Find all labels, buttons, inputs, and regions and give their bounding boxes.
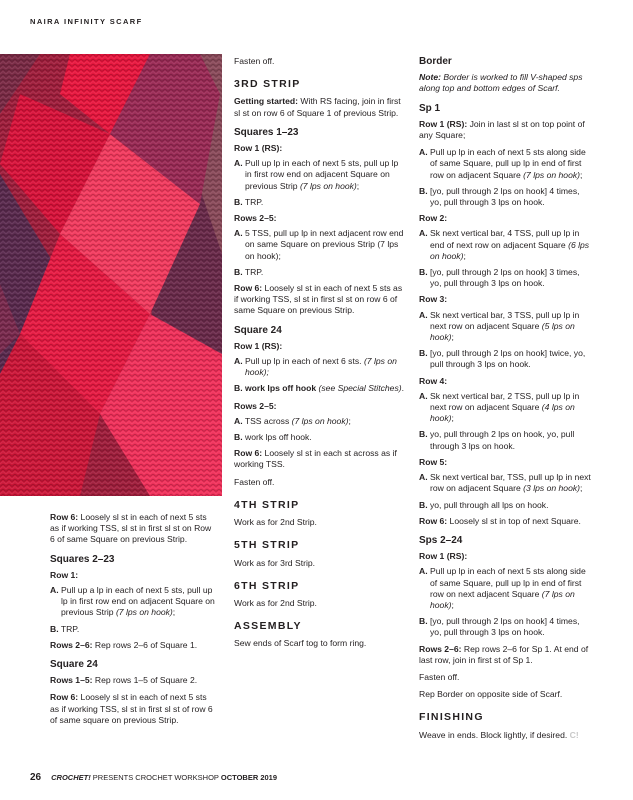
paragraph: Fasten off.	[234, 476, 275, 487]
step-item: A. Sk next vertical bar, 4 TSS, pull up lp in end of next row on adjacent Square (6 lps on hook);	[419, 228, 590, 261]
row-heading: Row 3:	[419, 294, 448, 305]
note: Note: Border is worked to fill V-shaped sps along top and bottom edges of Scarf.	[419, 72, 583, 94]
row-heading: Row 4:	[419, 375, 448, 386]
step-item: A. Pull up a lp in each of next 5 sts, pull up lp in first row end on adjacent Square on previous Strip (7 lps on hook);	[50, 585, 215, 618]
step-item: B. [yo, pull through 2 lps on hook] 4 times, yo, pull through 3 lps on hook.	[419, 185, 580, 208]
paragraph: Rows 2–6: Rep rows 2–6 of Square 1.	[50, 639, 198, 650]
paragraph: Row 6: Loosely sl st in each of next 5 sts as if working TSS, sl st in first sl st on row 6 of same Square on previous Strip.	[234, 283, 403, 316]
magazine-name: CROCHET!	[51, 773, 91, 782]
paragraph: Rows 2–6: Rep rows 2–6 for Sp 1. At end of last row, join in first st of Sp 1.	[419, 643, 589, 665]
paragraph: B. work lps off hook (see Special Stitches).	[234, 383, 405, 394]
paragraph: Work as for 2nd Strip.	[234, 597, 317, 608]
step-item: B. yo, pull through all lps on hook.	[419, 499, 549, 510]
subheading: Border	[419, 56, 452, 67]
column-left	[50, 512, 218, 732]
scarf-image-icon	[0, 54, 222, 496]
paragraph: Row 6: Loosely sl st in each of next 5 sts as if working TSS, sl st in first sl st of row 6 of same square on previous Strip.	[50, 692, 213, 725]
row-heading: Row 2:	[419, 213, 448, 224]
page-header-title: NAIRA INFINITY SCARF	[30, 17, 143, 26]
paragraph: Weave in ends. Block lightly, if desired. C!	[419, 729, 579, 740]
section-heading: 4TH STRIP	[234, 498, 300, 511]
step-item: A. Pull up lp in each of next 5 sts along side of same Square, pull up lp in end of first row on next adjacent Square (7 lps on hook);	[419, 566, 586, 610]
step-item: B. TRP.	[234, 266, 264, 277]
step-item: B. yo, pull through 2 lps on hook, yo, pull through 3 lps on hook.	[419, 429, 575, 451]
row-heading: Row 5:	[419, 456, 448, 467]
row-heading: Row 1 (RS):	[234, 340, 283, 351]
step-item: A. TSS across (7 lps on hook);	[234, 415, 351, 426]
column-middle	[234, 56, 404, 656]
section-heading: 6TH STRIP	[234, 579, 300, 592]
step-item: B. TRP.	[234, 196, 264, 207]
row-heading: Row 1 (RS):	[419, 551, 468, 562]
subheading: Sp 1	[419, 102, 441, 114]
issue-date: OCTOBER 2019	[220, 773, 278, 782]
row-heading: Row 1:	[50, 569, 79, 580]
page-number: 26	[30, 772, 42, 783]
section-heading: FINISHING	[419, 711, 484, 724]
subheading: Squares 1–23	[234, 126, 299, 138]
step-item: A. Sk next vertical bar, 2 TSS, pull up lp in next row on adjacent Square (4 lps on hook);	[419, 390, 580, 424]
subheading: Square 24	[234, 324, 282, 336]
step-item: A. Sk next vertical bar, TSS, pull up lp in next row on adjacent Square (3 lps on hook);	[419, 472, 591, 494]
step-item: A. Pull up lp in each of next 5 sts along side of same Square, pull up lp in end of first row on adjacent Square (7 lps on hook);	[419, 147, 586, 180]
row-heading: Rows 2–5:	[234, 213, 277, 224]
end-mark-icon: C!	[569, 729, 579, 740]
paragraph: Work as for 2nd Strip.	[234, 517, 317, 528]
column-right	[419, 56, 591, 747]
step-item: A. Sk next vertical bar, 3 TSS, pull up lp in next row on adjacent Square (5 lps on hook);	[419, 309, 580, 343]
footer-text: PRESENTS CROCHET WORKSHOP	[90, 773, 221, 782]
paragraph: Row 1 (RS): Join in last sl st on top point of any Square;	[419, 118, 585, 141]
step-item: A. Pull up lp in each of next 6 sts. (7 lps on hook);	[234, 356, 397, 378]
page-footer	[30, 772, 277, 783]
section-heading: 5TH STRIP	[234, 539, 300, 552]
paragraph: Rep Border on opposite side of Scarf.	[419, 689, 563, 700]
subheading: Squares 2–23	[50, 553, 115, 565]
row-heading: Rows 2–5:	[234, 400, 277, 411]
subheading: Sps 2–24	[419, 534, 463, 546]
step-item: B. [yo, pull through 2 lps on hook] twice, yo, pull through 3 lps on hook.	[419, 348, 586, 370]
paragraph	[50, 512, 218, 546]
paragraph: Getting started: With RS facing, join in first sl st on row 6 of Square 1 of previous Strip.	[234, 96, 401, 118]
paragraph: Rows 1–5: Rep rows 1–5 of Square 2.	[50, 675, 198, 686]
step-item: B. work lps off hook.	[234, 432, 312, 443]
paragraph: Sew ends of Scarf tog to form ring.	[234, 638, 367, 649]
subheading: Square 24	[50, 659, 98, 671]
step-item: B. [yo, pull through 2 lps on hook] 4 times, yo, pull through 3 lps on hook.	[419, 616, 580, 638]
paragraph: Fasten off.	[234, 56, 275, 66]
step-item: B. TRP.	[50, 623, 80, 634]
paragraph: Work as for 3rd Strip.	[234, 557, 316, 568]
row-text: Loosely sl st in each of next 5 sts as if working TSS, sl st in first sl st on Row 6 of same Square on previous Strip.	[50, 512, 212, 545]
section-heading: 3RD STRIP	[234, 78, 301, 91]
section-heading: ASSEMBLY	[234, 620, 302, 633]
row-label: Row 6:	[50, 512, 79, 522]
paragraph: Fasten off.	[419, 671, 460, 682]
knit-scarf-photo	[0, 54, 222, 496]
step-item: A. Pull up lp in each of next 5 sts, pull up lp in first row end on adjacent Square on previous Strip (7 lps on hook);	[234, 158, 399, 191]
row-heading: Row 1 (RS):	[234, 143, 283, 154]
paragraph: Row 6: Loosely sl st in each st across as if working TSS.	[234, 448, 397, 470]
paragraph: Row 6: Loosely sl st in top of next Square.	[419, 515, 581, 526]
step-item: A. 5 TSS, pull up lp in next adjacent row end on same Square on previous Strip (7 lps on hook);	[234, 228, 404, 261]
step-item: B. [yo, pull through 2 lps on hook] 3 times, yo, pull through 3 lps on hook.	[419, 267, 580, 289]
